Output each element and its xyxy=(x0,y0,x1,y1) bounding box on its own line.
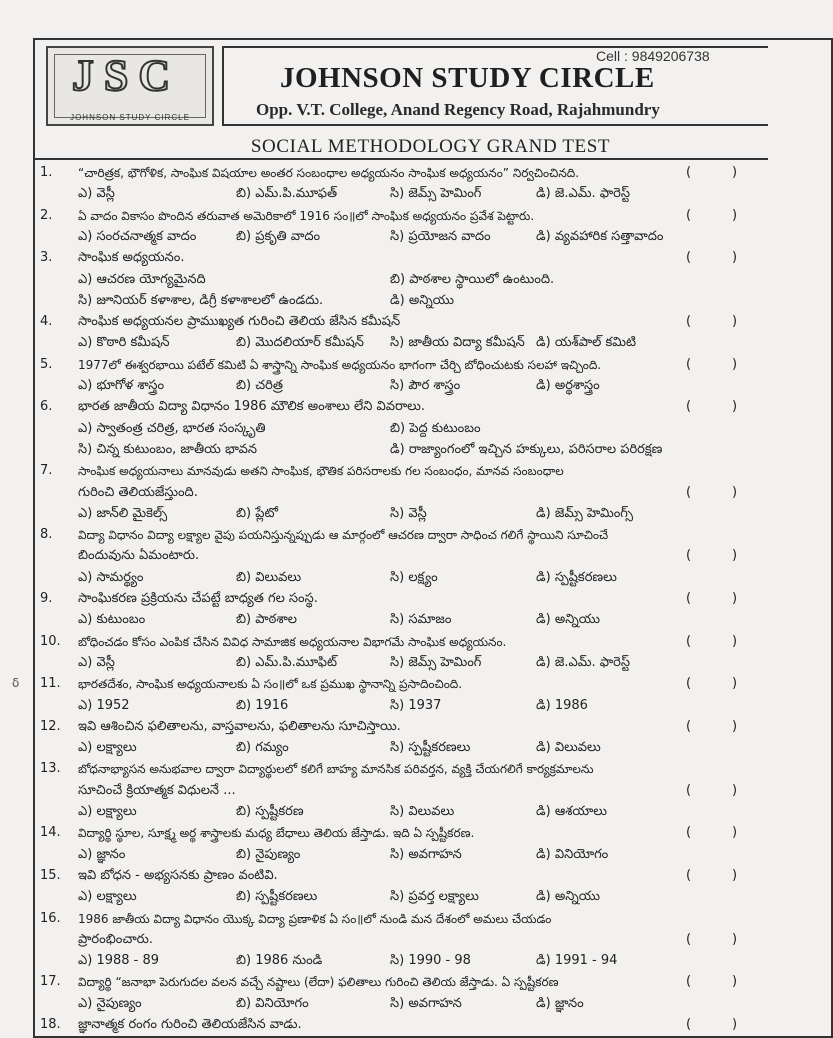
answer-bracket-open: ( xyxy=(686,314,692,330)
text-continuation: గురించి తెలియజేస్తుంది. xyxy=(78,484,198,500)
option-text: బి) ఎమ్.పి.మూఫిట్ xyxy=(236,654,338,670)
answer-bracket-close: ) xyxy=(732,399,738,415)
option-text: బి) పాఠశాల xyxy=(236,612,298,628)
question-number: 10. xyxy=(40,633,61,649)
option-text: డి) జె.ఎమ్. ఫారెస్ట్ xyxy=(536,186,630,202)
answer-bracket-open: ( xyxy=(686,633,692,649)
option-line xyxy=(0,418,768,440)
option-text: సి) పౌర శాస్త్రం xyxy=(390,378,461,393)
text-continuation: సూచించే క్రియాత్మక విధులనే ... xyxy=(78,782,236,798)
option-line xyxy=(0,290,768,312)
option-text: సి) వెస్లీ xyxy=(390,505,427,521)
answer-bracket-open: ( xyxy=(686,207,692,223)
question-number: 14. xyxy=(40,825,61,841)
option-text: బి) స్పష్టీకరణ xyxy=(236,804,304,819)
text-continuation: బిందువును ఏమంటారు. xyxy=(78,548,200,564)
answer-bracket-open: ( xyxy=(686,165,692,180)
question-line xyxy=(0,822,768,844)
answer-bracket-close: ) xyxy=(732,825,738,841)
option-text: ఎ) లక్ష్యాలు xyxy=(78,889,137,905)
question-text: ఇవి బోధన - అభ్యసనకు ప్రాణం వంటివి. xyxy=(78,867,278,883)
question-number: 5. xyxy=(40,356,53,372)
text-continuation: ప్రారంభించారు. xyxy=(78,931,153,947)
question-line xyxy=(0,588,768,610)
option-line xyxy=(0,332,768,354)
option-line xyxy=(0,226,768,248)
option-text: సి) చిన్న కుటుంబం, జాతీయ భావన xyxy=(78,441,257,457)
answer-bracket-open: ( xyxy=(686,484,692,500)
option-text: సి) అవగాహన xyxy=(390,846,462,862)
question-line xyxy=(0,631,768,653)
question-number: 15. xyxy=(40,867,61,883)
margin-mark: ẟ xyxy=(12,676,20,690)
option-line xyxy=(0,652,768,674)
answer-bracket-open: ( xyxy=(686,931,692,947)
question-text: సాంఘిక అధ్యయనాలు మానవుడు అతని సాంఘిక, భౌతిక పరిసరాలకు గల సంబంధం, మానవ సంబంధాల xyxy=(78,464,564,479)
option-text: ఎ) స్వాతంత్ర చరిత్ర, భారత సంస్కృతి xyxy=(78,420,266,436)
question-text: భారత జాతీయ విద్యా విధానం 1986 మౌలిక అంశాలు లేని వివరాలు. xyxy=(78,399,426,415)
option-text: సి) ప్రయోజన వాదం xyxy=(390,228,491,244)
option-text: ఎ) సామర్థ్యం xyxy=(78,569,144,585)
jsc-logo xyxy=(46,46,214,126)
question-line xyxy=(0,865,768,887)
option-text: ఎ) 1988 - 89 xyxy=(78,953,160,969)
answer-bracket-open: ( xyxy=(686,867,692,883)
question-line xyxy=(0,908,768,930)
answer-bracket-close: ) xyxy=(732,484,738,500)
answer-bracket-close: ) xyxy=(732,718,738,734)
question-line xyxy=(0,758,768,780)
option-line xyxy=(0,737,768,759)
option-text: సి) విలువలు xyxy=(390,804,455,819)
question-line xyxy=(0,524,768,546)
answer-bracket-open: ( xyxy=(686,399,692,415)
question-text: జ్ఞానాత్మక రంగం గురించి తెలియజేసిన వాడు. xyxy=(78,1017,302,1032)
answer-bracket-close: ) xyxy=(732,548,738,564)
question-line xyxy=(0,205,768,227)
option-text: డి) జె.ఎమ్. ఫారెస్ట్ xyxy=(536,654,630,670)
answer-bracket-close: ) xyxy=(732,867,738,883)
option-text: ఎ) జ్ఞానం xyxy=(78,846,126,862)
answer-bracket-close: ) xyxy=(732,165,738,180)
option-line xyxy=(0,801,768,823)
option-text: ఎ) 1952 xyxy=(78,697,130,713)
answer-bracket-open: ( xyxy=(686,548,692,564)
question-text: విద్యార్థి “జనాభా పెరుగుదల వలన వచ్చే నష్టాలు (లేదా) ఫలితాలు గురించి తెలియ జేస్తాడు. ఏ స్పష్టీకరణ xyxy=(78,975,559,990)
answer-bracket-open: ( xyxy=(686,250,692,266)
option-line xyxy=(0,993,768,1015)
option-text: సి) 1937 xyxy=(390,697,442,713)
answer-bracket-close: ) xyxy=(732,356,738,372)
question-number: 1. xyxy=(40,165,53,180)
option-text: బి) నైపుణ్యం xyxy=(236,846,301,862)
option-text: బి) గమ్యం xyxy=(236,740,289,756)
option-text: డి) జెమ్స్ హెమింగ్స్ xyxy=(536,505,634,521)
option-text: బి) పాఠశాల స్థాయిలో ఉంటుంది. xyxy=(390,271,555,287)
question-number: 12. xyxy=(40,718,61,734)
option-text: సి) లక్ష్యం xyxy=(390,569,438,585)
option-text: ఎ) కుటుంబం xyxy=(78,612,146,628)
question-text: సాంఘిక అధ్యయనం. xyxy=(78,250,185,266)
question-line xyxy=(0,311,768,333)
question-text: బోధించడం కోసం ఎంపిక చేసిన వివిధ సామాజిక అధ్యయనాల విభాగమే సాంఘిక అధ్యయనం. xyxy=(78,634,507,649)
option-text: డి) జ్ఞానం xyxy=(536,995,584,1011)
option-text: ఎ) భూగోళ శాస్త్రం xyxy=(78,378,165,393)
question-number: 6. xyxy=(40,399,53,415)
option-text: ఎ) లక్ష్యాలు xyxy=(78,740,137,756)
question-text: ఇవి ఆశించిన ఫలితాలను, వాస్తవాలను, ఫలితాలను సూచిస్తాయి. xyxy=(78,718,401,734)
question-number: 3. xyxy=(40,250,53,266)
option-line xyxy=(0,482,768,504)
question-line xyxy=(0,354,768,376)
option-text: డి) విలువలు xyxy=(536,740,601,756)
option-text: ఎ) జాన్‌లి మైకెల్స్ xyxy=(78,505,168,521)
option-text: బి) 1916 xyxy=(236,697,289,713)
option-line xyxy=(0,503,768,525)
option-line xyxy=(0,844,768,866)
answer-bracket-open: ( xyxy=(686,591,692,606)
question-line xyxy=(0,396,768,418)
option-line xyxy=(0,886,768,908)
option-text: ఎ) నైపుణ్యం xyxy=(78,995,142,1011)
option-text: డి) 1986 xyxy=(536,697,588,713)
option-text: డి) స్పష్టీకరణలు xyxy=(536,569,617,585)
answer-bracket-open: ( xyxy=(686,676,692,692)
option-text: బి) విలువలు xyxy=(236,569,302,585)
question-text: భారతదేశం, సాంఘిక అధ్యయనాలకు ఏ సం॥లో ఒక ప్రముఖ స్థానాన్ని ప్రసాదించింది. xyxy=(78,677,463,692)
option-line xyxy=(0,545,768,567)
answer-bracket-open: ( xyxy=(686,782,692,798)
option-text: డి) 1991 - 94 xyxy=(536,953,618,969)
question-line xyxy=(0,1014,768,1036)
option-text: బి) స్పష్టీకరణలు xyxy=(236,889,318,905)
answer-bracket-open: ( xyxy=(686,1017,692,1032)
option-text: సి) అవగాహన xyxy=(390,995,462,1011)
option-text: ఎ) లక్ష్యాలు xyxy=(78,804,137,819)
answer-bracket-close: ) xyxy=(732,782,738,798)
option-text: సి) ప్రవర్త లక్ష్యాలు xyxy=(390,889,479,905)
answer-bracket-close: ) xyxy=(732,591,738,606)
option-text: డి) అన్నియు xyxy=(536,612,600,628)
option-line xyxy=(0,439,768,461)
question-text: సాంఘిక అధ్యయనల ప్రాముఖ్యత గురించి తెలియ జేసిన కమీషన్ xyxy=(78,314,401,330)
answer-bracket-open: ( xyxy=(686,825,692,841)
question-text: “చారిత్రక, భౌగోళిక, సాంఘిక విషయాల అంతర సంబంధాల అధ్యయనం సాంఘిక అధ్యయనం” నిర్వచించినది. xyxy=(78,166,580,180)
option-text: బి) ప్రకృతి వాదం xyxy=(236,228,321,244)
option-text: బి) మొదలియార్ కమీషన్ xyxy=(236,335,364,351)
option-text: సి) జూనియర్ కళాశాల, డిగ్రీ కళాశాలలో ఉండదు. xyxy=(78,292,324,308)
answer-bracket-close: ) xyxy=(732,633,738,649)
question-text: బోధనాభ్యాసన అనుభవాల ద్వారా విద్యార్థులలో కలిగే బాహ్య మానసిక పరివర్తన, వ్యక్తి చేయగలిగే కార్యక్రమాలను xyxy=(78,762,594,777)
option-text: సి) స్పష్టీకరణలు xyxy=(390,740,471,756)
question-number: 16. xyxy=(40,910,61,926)
option-text: సి) జెమ్స్ హెమింగ్ xyxy=(390,186,482,202)
option-line xyxy=(0,695,768,717)
option-line xyxy=(0,567,768,589)
option-line xyxy=(0,929,768,951)
answer-bracket-close: ) xyxy=(732,676,738,692)
question-number: 7. xyxy=(40,463,53,479)
question-line xyxy=(0,673,768,695)
option-text: డి) ఆశయాలు xyxy=(536,804,607,819)
option-line xyxy=(0,375,768,397)
question-text: విద్యా విధానం విద్యా లక్ష్యాల వైపు పయనిస్తున్నప్పుడు ఆ మార్గంలో ఆచరణ ద్వారా సాధించ గలిగే స్థాయిని సూచించే xyxy=(78,528,609,543)
option-text: బి) చరిత్ర xyxy=(236,378,283,393)
answer-bracket-open: ( xyxy=(686,356,692,372)
question-number: 2. xyxy=(40,207,53,223)
question-line xyxy=(0,971,768,993)
question-text: విద్యార్థి స్థూల, సూక్ష్మ అర్థ శాస్త్రాలకు మధ్య బేధాలు తెలియ జేస్తాడు. ఇది ఏ స్పష్టీకరణ. xyxy=(78,826,475,841)
question-line xyxy=(0,716,768,738)
option-text: డి) వ్యవహారిక సత్తావాదం xyxy=(536,228,664,244)
option-text: సి) జెమ్స్ హెమింగ్ xyxy=(390,654,482,670)
answer-bracket-open: ( xyxy=(686,974,692,990)
option-text: సి) 1990 - 98 xyxy=(390,953,471,969)
option-text: ఎ) వెస్లీ xyxy=(78,654,115,670)
option-text: సి) సమాజం xyxy=(390,612,452,628)
option-line xyxy=(0,269,768,291)
question-number: 17. xyxy=(40,974,61,990)
option-text: బి) వినియోగం xyxy=(236,995,309,1011)
option-text: డి) వినియోగం xyxy=(536,846,609,862)
answer-bracket-close: ) xyxy=(732,974,738,990)
option-text: డి) అర్థశాస్త్రం xyxy=(536,378,600,393)
option-text: సి) జాతీయ విద్యా కమీషన్ xyxy=(390,335,525,351)
question-line xyxy=(0,460,768,482)
logo-letters: JSC xyxy=(71,51,181,100)
answer-bracket-close: ) xyxy=(732,250,738,266)
question-text: సాంఘికరణ ప్రక్రియను చేపట్టే బాధ్యత గల సంస్థ. xyxy=(78,591,318,606)
option-text: డి) యశ్‌పాల్ కమిటి xyxy=(536,335,637,351)
cell-number: Cell : 9849206738 xyxy=(596,48,710,64)
question-number: 4. xyxy=(40,314,53,330)
question-number: 8. xyxy=(40,527,53,543)
test-title: SOCIAL METHODOLOGY GRAND TEST xyxy=(33,134,768,160)
question-number: 13. xyxy=(40,761,61,777)
option-text: డి) రాజ్యాంగంలో ఇచ్చిన హక్కులు, పరిసరాల పరిరక్షణ xyxy=(390,441,663,457)
answer-bracket-close: ) xyxy=(732,314,738,330)
option-line xyxy=(0,609,768,631)
option-line xyxy=(0,183,768,205)
answer-bracket-close: ) xyxy=(732,931,738,947)
question-number: 11. xyxy=(40,676,61,692)
question-text: 1986 జాతీయ విద్యా విధానం యొక్క విద్యా ప్రణాళిక ఏ సం॥లో నుండి మన దేశంలో అమలు చేయడం xyxy=(78,911,552,926)
answer-bracket-close: ) xyxy=(732,1017,738,1032)
question-text: 1977లో ఈశ్వరభాయి పటేల్ కమిటి ఏ శాస్త్రాన్ని సాంఘిక అధ్యయనం భాగంగా చేర్చి బోధించుటకు సలహా ఇచ్చింది. xyxy=(78,357,602,372)
question-number: 18. xyxy=(40,1017,61,1032)
question-line xyxy=(0,162,768,184)
option-text: ఎ) వెస్లీ xyxy=(78,186,115,202)
option-text: డి) అన్నియు xyxy=(390,292,454,308)
institute-name: JOHNSON STUDY CIRCLE xyxy=(280,62,655,94)
option-line xyxy=(0,780,768,802)
option-text: ఎ) ఆచరణ యోగ్యమైనది xyxy=(78,271,206,287)
answer-bracket-open: ( xyxy=(686,718,692,734)
option-line xyxy=(0,950,768,972)
option-text: డి) అన్నియు xyxy=(536,889,600,905)
question-text: ఏ వాదం వికాసం పొందిన తరువాత అమెరికాలో 1916 సం॥లో సాంఘిక అధ్యయనం ప్రవేశ పెట్టారు. xyxy=(78,208,535,223)
option-text: ఎ) కొఠారి కమీషన్ xyxy=(78,335,170,351)
logo-caption: JOHNSON STUDY CIRCLE xyxy=(70,113,190,122)
option-text: బి) ఎమ్.పి.మూఫత్ xyxy=(236,186,338,202)
option-text: బి) పెద్ద కుటుంబం xyxy=(390,420,481,436)
answer-bracket-close: ) xyxy=(732,207,738,223)
question-line xyxy=(0,247,768,269)
question-number: 9. xyxy=(40,591,53,606)
option-text: బి) ప్లేటో xyxy=(236,505,278,521)
institute-address: Opp. V.T. College, Anand Regency Road, Rajahmundry xyxy=(256,100,660,119)
option-text: బి) 1986 నుండి xyxy=(236,953,323,969)
option-text: ఎ) సంరచనాత్మక వాదం xyxy=(78,228,197,244)
